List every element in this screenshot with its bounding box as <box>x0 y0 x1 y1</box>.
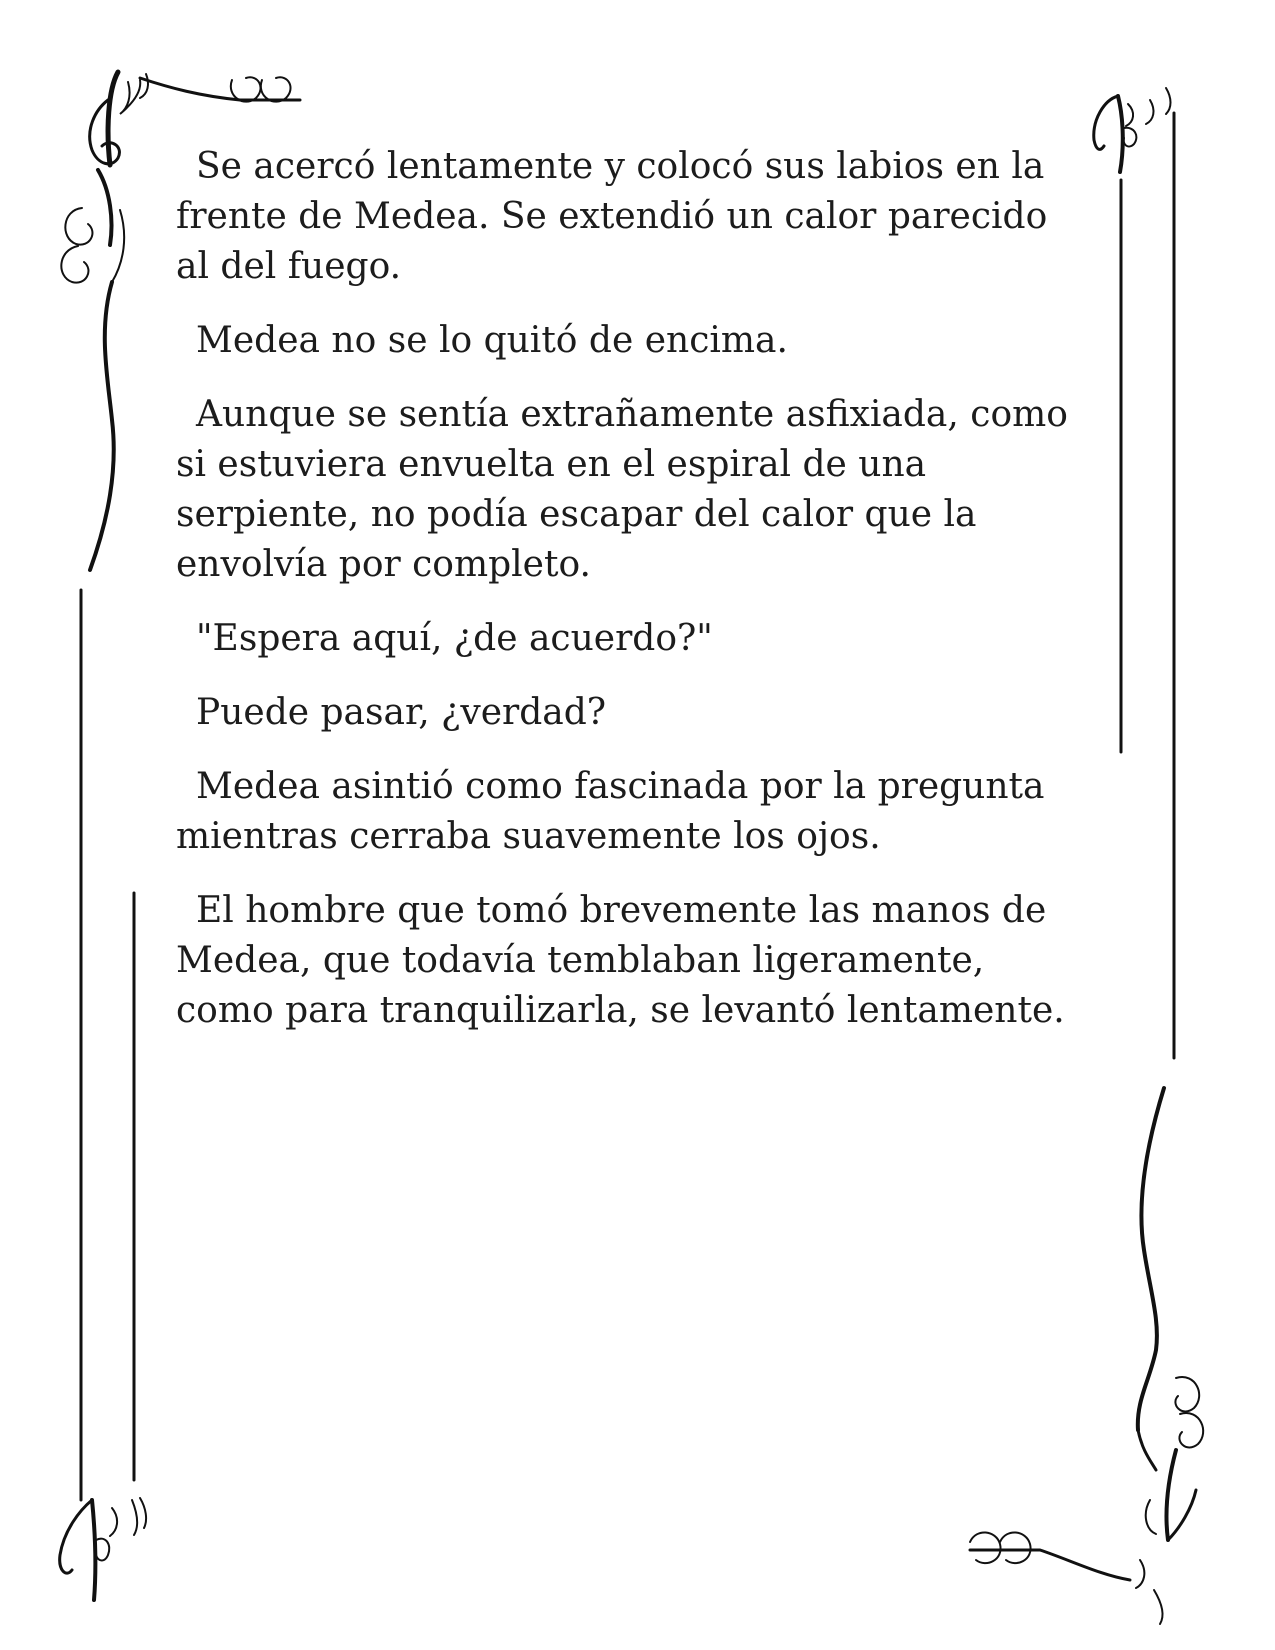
flourish-bottom-left <box>60 1498 146 1600</box>
story-text <box>176 142 1086 1060</box>
flourish-top-right <box>1094 88 1171 172</box>
paragraph: Puede pasar, ¿verdad? <box>196 692 607 733</box>
paragraph: "Espera aquí, ¿de acuerdo?" <box>196 618 713 659</box>
paragraph: Medea asintió como fascinada por la pregunta mientras cerraba suavemente los ojos. <box>176 766 1045 857</box>
paragraph: Aunque se sentía extrañamente asfixiada, como si estuviera envuelta en el espiral de una serpiente, no podía escapar del calor que la envolvía por completo. <box>176 394 1068 585</box>
paragraph: Medea no se lo quitó de encima. <box>196 320 788 361</box>
paragraph: El hombre que tomó brevemente las manos de Medea, que todavía temblaban ligeramente, como para tranquilizarla, se levantó lentamente. <box>176 890 1065 1031</box>
flourish-bottom-right <box>970 1088 1203 1624</box>
paragraph: Se acercó lentamente y colocó sus labios en la frente de Medea. Se extendió un calor parecido al del fuego. <box>176 146 1048 287</box>
